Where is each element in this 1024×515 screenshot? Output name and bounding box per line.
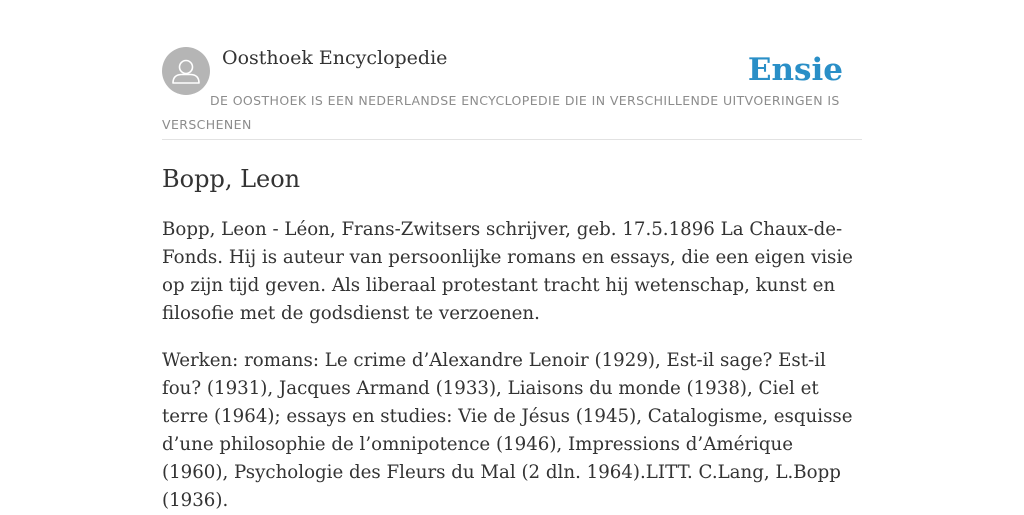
article-title: Bopp, Leon xyxy=(162,165,301,193)
source-title[interactable]: Oosthoek Encyclopedie xyxy=(222,47,448,69)
avatar[interactable] xyxy=(162,47,210,95)
source-tagline: DE OOSTHOEK IS EEN NEDERLANDSE ENCYCLOPEDIE DIE IN VERSCHILLENDE UITVOERINGEN IS VERSCHENEN xyxy=(162,93,840,132)
article-paragraph: Bopp, Leon - Léon, Frans-Zwitsers schrijver, geb. 17.5.1896 La Chaux-de-Fonds. Hij is auteur van persoonlijke romans en essays, die een eigen visie op zijn tijd geven. Als liberaal protestant tracht hij wetenschap, kunst en filosofie met de godsdienst te verzoenen. xyxy=(162,219,853,324)
user-silhouette-icon xyxy=(162,47,210,95)
brand-logo[interactable]: Ensie xyxy=(747,52,843,88)
source-header xyxy=(162,0,862,140)
article-paragraph: Werken: romans: Le crime d’Alexandre Lenoir (1929), Est-il sage? Est-il fou? (1931), Jacques Armand (1933), Liaisons du monde (1938), Ciel et terre (1964); essays en studies: Vie de Jésus (1945), Catalogisme, esquisse d’une philosophie de l’omnipotence (1946), Impressions d’Amérique (1960), Psychologie des Fleurs du Mal (2 dln. 1964).LITT. C.Lang, L.Bopp (1936). xyxy=(162,350,853,511)
page xyxy=(162,0,862,511)
